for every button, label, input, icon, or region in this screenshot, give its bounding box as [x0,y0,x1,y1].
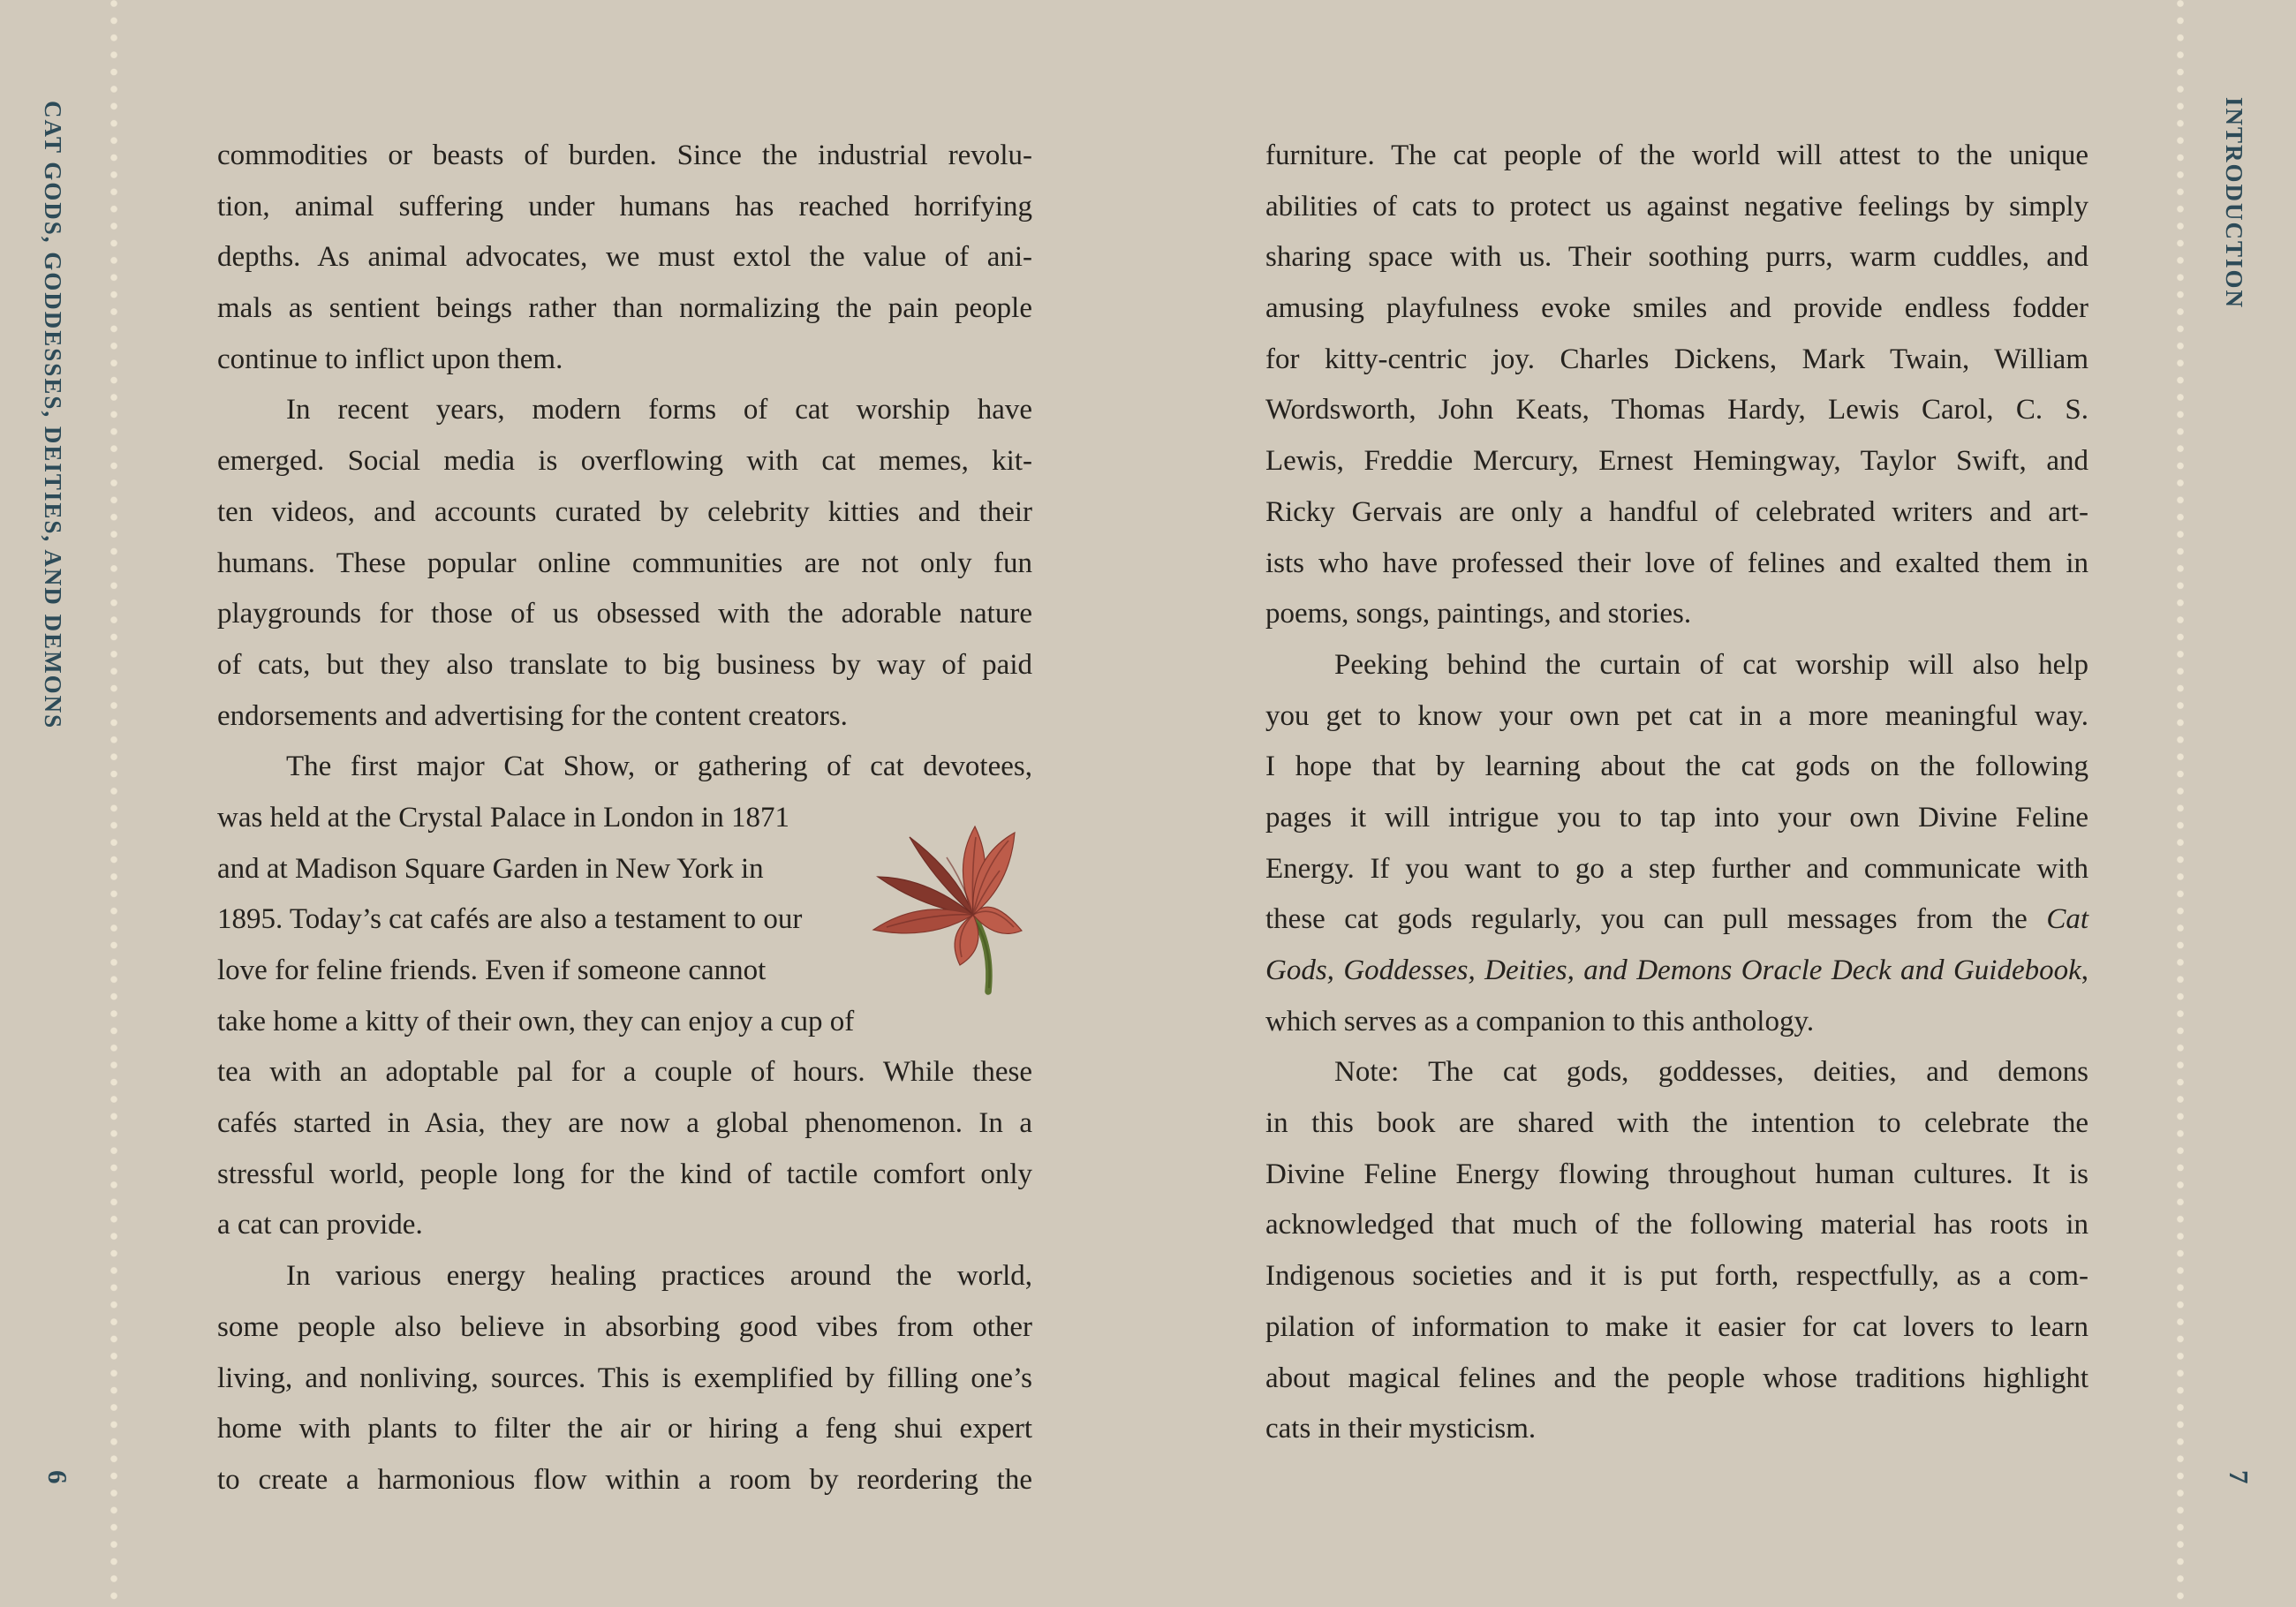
text-line: cats in their mysticism. [1265,1413,1537,1445]
text-line: acknowledged that much of the following material has roots in [1265,1209,2088,1241]
text-line: Lewis, Freddie Mercury, Ernest Hemingway, Taylor Swift, and [1265,445,2088,478]
text-line: amusing playfulness evoke smiles and provide endless fodder [1265,292,2088,325]
text-line: home with plants to filter the air or hiring a feng shui expert [217,1413,1032,1445]
right-page-text [1265,131,2088,1455]
text-line: which serves as a companion to this anthology. [1265,1005,1815,1037]
text-line: playgrounds for those of us obsessed with the adorable nature [217,598,1032,630]
right-running-head: INTRODUCTION [2221,97,2247,310]
text-line: cafés started in Asia, they are now a global phenomenon. In a [217,1107,1032,1140]
text-line: Indigenous societies and it is put forth, respectfully, as a com- [1265,1260,2088,1293]
text-line: emerged. Social media is overflowing with cat memes, kit- [217,445,1032,478]
text-line: to create a harmonious flow within a room by reordering the [217,1463,1032,1496]
text-line: sharing space with us. Their soothing purrs, warm cuddles, and [1265,241,2088,274]
text-line: about magical felines and the people whose traditions highlight [1265,1362,2088,1394]
text-line: tion, animal suffering under humans has reached horrifying [217,190,1032,223]
text-line: Ricky Gervais are only a handful of celebrated writers and art- [1265,495,2088,528]
text-line: Gods, Goddesses, Deities, and Demons Oracle Deck and Guidebook, [1265,954,2088,986]
text-line: mals as sentient beings rather than normalizing the pain people [217,292,1032,325]
text-line: love for feline friends. Even if someone cannot [217,954,767,986]
right-page-number: 7 [2224,1470,2254,1484]
left-dotted-divider [110,0,118,1607]
text-line: continue to inflict upon them. [217,343,563,375]
text-line: abilities of cats to protect us against negative feelings by simply [1265,190,2088,223]
text-line: furniture. The cat people of the world will attest to the unique [1265,140,2088,171]
left-page-number: 6 [42,1470,73,1484]
text-line: I hope that by learning about the cat gods on the following [1265,751,2088,783]
text-line: of cats, but they also translate to big business by way of paid [217,648,1032,681]
text-line: Energy. If you want to go a step further and communicate with [1265,852,2088,885]
text-line: In various energy healing practices around the world, [286,1260,1032,1293]
text-line: In recent years, modern forms of cat worship have [286,394,1032,426]
text-line: 1895. Today’s cat cafés are also a testament to our [217,903,803,936]
text-line: was held at the Crystal Palace in London in 1871 [217,801,789,834]
text-line: ten videos, and accounts curated by celebrity kitties and their [217,495,1032,528]
flower-illustration [858,818,1048,1005]
text-line: a cat can provide. [217,1209,423,1241]
text-line: take home a kitty of their own, they can enjoy a cup of [217,1005,855,1037]
text-line: depths. As animal advocates, we must extol the value of ani- [217,241,1032,274]
text-line: pilation of information to make it easier for cat lovers to learn [1265,1310,2088,1343]
text-line: in this book are shared with the intention to celebrate the [1265,1107,2088,1140]
right-dotted-divider [2176,0,2185,1607]
left-running-head: CAT GODS, GODDESSES, DEITIES, AND DEMONS [40,101,66,730]
text-line: and at Madison Square Garden in New York in [217,852,764,885]
text-line: Peeking behind the curtain of cat worship will also help [1334,648,2088,681]
text-line: you get to know your own pet cat in a more meaningful way. [1265,699,2088,732]
text-line: for kitty-centric joy. Charles Dickens, Mark Twain, William [1265,343,2088,375]
text-line: pages it will intrigue you to tap into your own Divine Feline [1265,801,2088,834]
text-line: Wordsworth, John Keats, Thomas Hardy, Lewis Carol, C. S. [1265,394,2088,426]
text-line: living, and nonliving, sources. This is exemplified by filling one’s [217,1362,1032,1394]
text-line: ists who have professed their love of felines and exalted them in [1265,547,2088,579]
text-line: Divine Feline Energy flowing throughout human cultures. It is [1265,1158,2088,1190]
text-line: poems, songs, paintings, and stories. [1265,598,1692,630]
text-line: tea with an adoptable pal for a couple of hours. While these [217,1056,1032,1089]
text-line: humans. These popular online communities are not only fun [217,547,1032,579]
text-line: some people also believe in absorbing good vibes from other [217,1310,1032,1343]
text-line: Note: The cat gods, goddesses, deities, and demons [1334,1056,2088,1089]
text-line: endorsements and advertising for the content creators. [217,699,848,732]
text-line: The first major Cat Show, or gathering of cat devotees, [286,751,1032,783]
text-line: these cat gods regularly, you can pull messages from the Cat [1265,903,2088,936]
text-line: commodities or beasts of burden. Since the industrial revolu- [217,140,1032,171]
text-line: stressful world, people long for the kind of tactile comfort only [217,1158,1032,1190]
